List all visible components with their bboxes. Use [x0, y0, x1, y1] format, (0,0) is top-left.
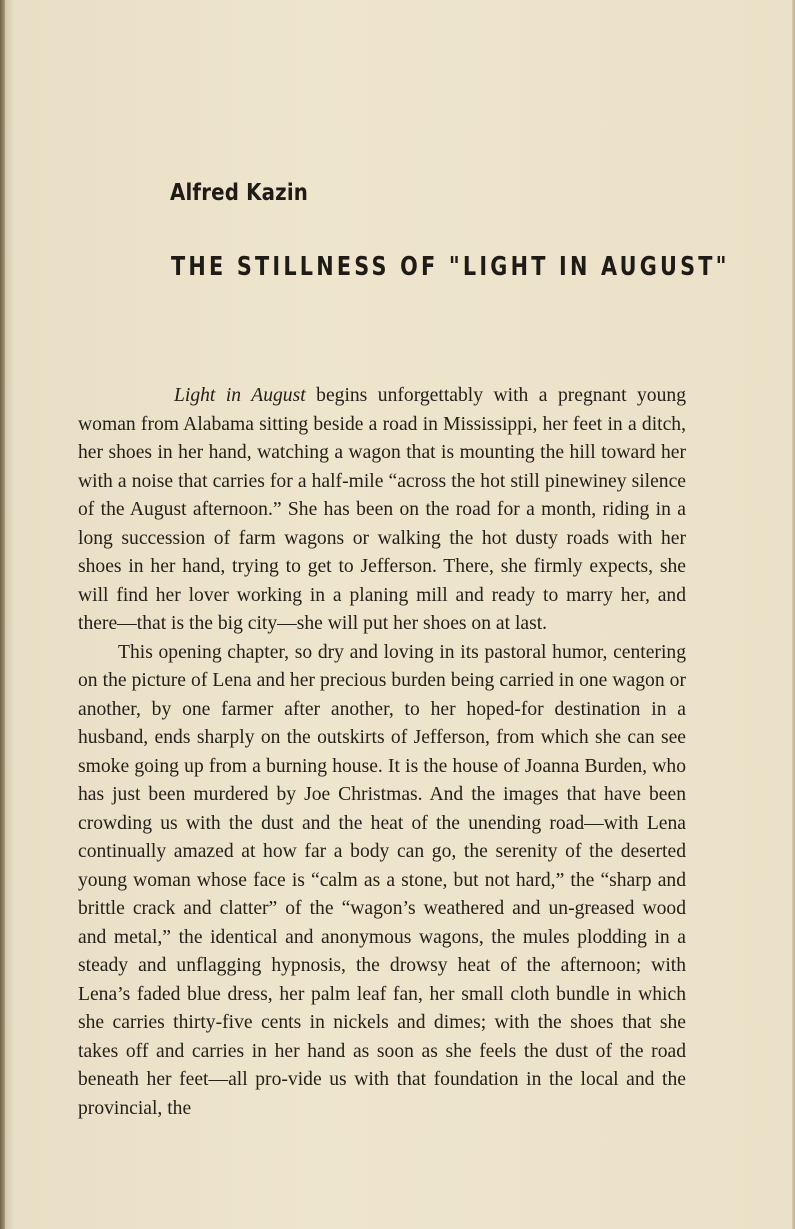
essay-body: [78, 382, 686, 1123]
binding-edge: [0, 0, 5, 1229]
author-name: Alfred Kazin: [170, 180, 309, 206]
essay-title: THE STILLNESS OF "LIGHT IN AUGUST": [171, 252, 730, 282]
book-title-italic: Light in August: [174, 385, 306, 406]
paragraph-1-text: begins unforgettably with a pregnant young woman from Alabama sitting beside a road in Mississippi, her feet in a ditch, her shoes in her hand, watching a wagon that is mounting the hill toward her with a noise that carries for a half-mile “across the hot still pinewiney silence of the August afternoon.” She has been on the road for a month, riding in a long succession of farm wagons or walking the hot dusty roads with her shoes in her hand, trying to get to Jefferson. There, she firmly expects, she will find her lover working in a planing mill and ready to marry her, and there—that is the big city—she will put her shoes on at last.: [78, 385, 686, 634]
paragraph-2: This opening chapter, so dry and loving in its pastoral humor, centering on the picture of Lena and her precious burden being carried in one wagon or another, by one farmer after another, to her hoped-for destination in a husband, ends sharply on the outskirts of Jefferson, from which she can see smoke going up from a burning house. It is the house of Joanna Burden, who has just been murdered by Joe Christmas. And the images that have been crowding us with the dust and the heat of the unending road—with Lena continually amazed at how far a body can go, the serenity of the deserted young woman whose face is “calm as a stone, but not hard,” the “sharp and brittle crack and clatter” of the “wagon’s weathered and un-greased wood and metal,” the identical and anonymous wagons, the mules plodding in a steady and unflagging hypnosis, the drowsy heat of the afternoon; with Lena’s faded blue dress, her palm leaf fan, her small cloth bundle in which she carries thirty-five cents in nickels and dimes; with the shoes that she takes off and carries in her hand as soon as she feels the dust of the road beneath her feet—all pro-vide us with that foundation in the local and the provincial, the: [78, 641, 686, 1119]
paragraph-1: [78, 382, 686, 639]
